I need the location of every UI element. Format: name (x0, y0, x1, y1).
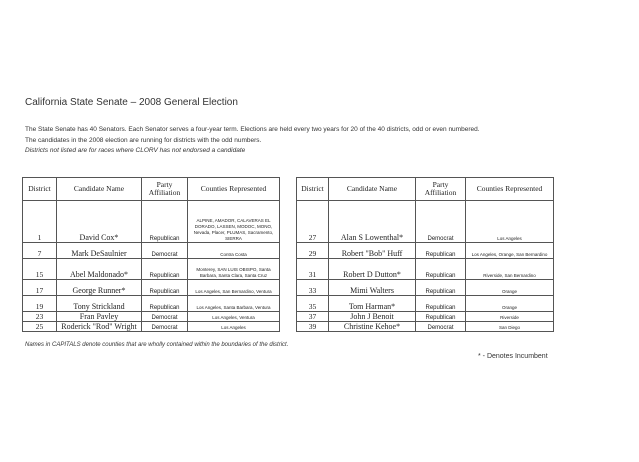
table-row (23, 243, 280, 259)
table-body-left (23, 201, 280, 332)
candidate-cell: John J Benoit (329, 312, 416, 322)
table-row (23, 280, 280, 296)
counties-cell: Los Angeles (466, 201, 554, 243)
header-candidate: Candidate Name (57, 178, 142, 201)
party-cell: Democrat (142, 322, 188, 332)
district-cell: 29 (297, 243, 329, 259)
candidate-cell: Robert "Bob" Huff (329, 243, 416, 259)
intro-line-3: Districts not listed are for races where CLORV has not endorsed a candidate (25, 147, 246, 154)
intro-line-2: The candidates in the 2008 election are running for districts with the odd numbers. (25, 136, 262, 144)
counties-cell: Orange (466, 280, 554, 296)
table-row (23, 201, 280, 243)
table-row (297, 259, 554, 280)
district-cell: 31 (297, 259, 329, 280)
table-header-row (297, 178, 554, 201)
header-party: Party Affiliation (142, 178, 188, 201)
header-counties: Counties Represented (466, 178, 554, 201)
candidate-cell: David Cox* (57, 201, 142, 243)
counties-cell: Los Angeles, Orange, San Bernardino (466, 243, 554, 259)
candidate-cell: Abel Maldonado* (57, 259, 142, 280)
party-cell: Republican (142, 201, 188, 243)
intro-line-1: The State Senate has 40 Senators. Each Senator serves a four-year term. Elections are held every two years for 20 of the 40 districts, odd or even numbered. (25, 126, 480, 133)
table-row (297, 312, 554, 322)
district-cell: 35 (297, 296, 329, 312)
district-cell: 7 (23, 243, 57, 259)
party-cell: Republican (142, 296, 188, 312)
table-row (23, 312, 280, 322)
page-title: California State Senate – 2008 General Election (25, 97, 238, 108)
counties-cell: Los Angeles, San Bernardino, Ventura (188, 280, 280, 296)
counties-cell: Los Angeles, Santa Barbara, Ventura (188, 296, 280, 312)
district-cell: 37 (297, 312, 329, 322)
candidate-cell: Robert D Dutton* (329, 259, 416, 280)
counties-cell: Los Angeles (188, 322, 280, 332)
table-row (23, 259, 280, 280)
counties-cell: Los Angeles, Ventura (188, 312, 280, 322)
counties-cell: Orange (466, 296, 554, 312)
candidate-cell: Christine Kehoe* (329, 322, 416, 332)
intro-text (25, 125, 585, 157)
party-cell: Democrat (142, 312, 188, 322)
senate-table-right (296, 177, 554, 332)
party-cell: Republican (416, 296, 466, 312)
header-party: Party Affiliation (416, 178, 466, 201)
header-candidate: Candidate Name (329, 178, 416, 201)
candidate-cell: Roderick "Rod" Wright (57, 322, 142, 332)
district-cell: 15 (23, 259, 57, 280)
counties-cell: San Diego (466, 322, 554, 332)
district-cell: 39 (297, 322, 329, 332)
candidate-cell: Mimi Walters (329, 280, 416, 296)
candidate-cell: Fran Pavley (57, 312, 142, 322)
district-cell: 27 (297, 201, 329, 243)
header-district: District (297, 178, 329, 201)
district-cell: 1 (23, 201, 57, 243)
counties-cell: Contra Costa (188, 243, 280, 259)
table-row (23, 322, 280, 332)
table-row (297, 322, 554, 332)
table-row (297, 243, 554, 259)
table-row (297, 201, 554, 243)
party-cell: Republican (416, 280, 466, 296)
candidate-cell: Tom Harman* (329, 296, 416, 312)
district-cell: 33 (297, 280, 329, 296)
party-cell: Democrat (142, 243, 188, 259)
header-counties: Counties Represented (188, 178, 280, 201)
counties-cell: Monterey, SAN LUIS OBISPO, Santa Barbara, Santa Clara, Santa Cruz (188, 259, 280, 280)
header-district: District (23, 178, 57, 201)
table-row (297, 296, 554, 312)
counties-cell: Riverside, San Bernardino (466, 259, 554, 280)
party-cell: Republican (416, 312, 466, 322)
candidate-cell: George Runner* (57, 280, 142, 296)
table-row (23, 296, 280, 312)
table-header-row (23, 178, 280, 201)
district-cell: 23 (23, 312, 57, 322)
party-cell: Republican (416, 259, 466, 280)
senate-table-left (22, 177, 280, 332)
incumbent-note: * - Denotes Incumbent (478, 353, 548, 360)
candidate-cell: Tony Strickland (57, 296, 142, 312)
counties-cell: ALPINE, AMADOR, CALAVERAS EL DORADO, LASSEN, MODOC, MONO, Nevada, Placer, PLUMAS, Sacramento, SIERRA (188, 201, 280, 243)
party-cell: Democrat (416, 201, 466, 243)
party-cell: Democrat (416, 322, 466, 332)
party-cell: Republican (416, 243, 466, 259)
table-row (297, 280, 554, 296)
candidate-cell: Alan S Lowenthal* (329, 201, 416, 243)
candidate-cell: Mark DeSaulnier (57, 243, 142, 259)
party-cell: Republican (142, 280, 188, 296)
district-cell: 17 (23, 280, 57, 296)
table-body-right (297, 201, 554, 332)
district-cell: 25 (23, 322, 57, 332)
party-cell: Republican (142, 259, 188, 280)
counties-cell: Riverside (466, 312, 554, 322)
capitals-footnote: Names in CAPITALS denote counties that are wholly contained within the boundaries of the district. (25, 342, 289, 348)
district-cell: 19 (23, 296, 57, 312)
